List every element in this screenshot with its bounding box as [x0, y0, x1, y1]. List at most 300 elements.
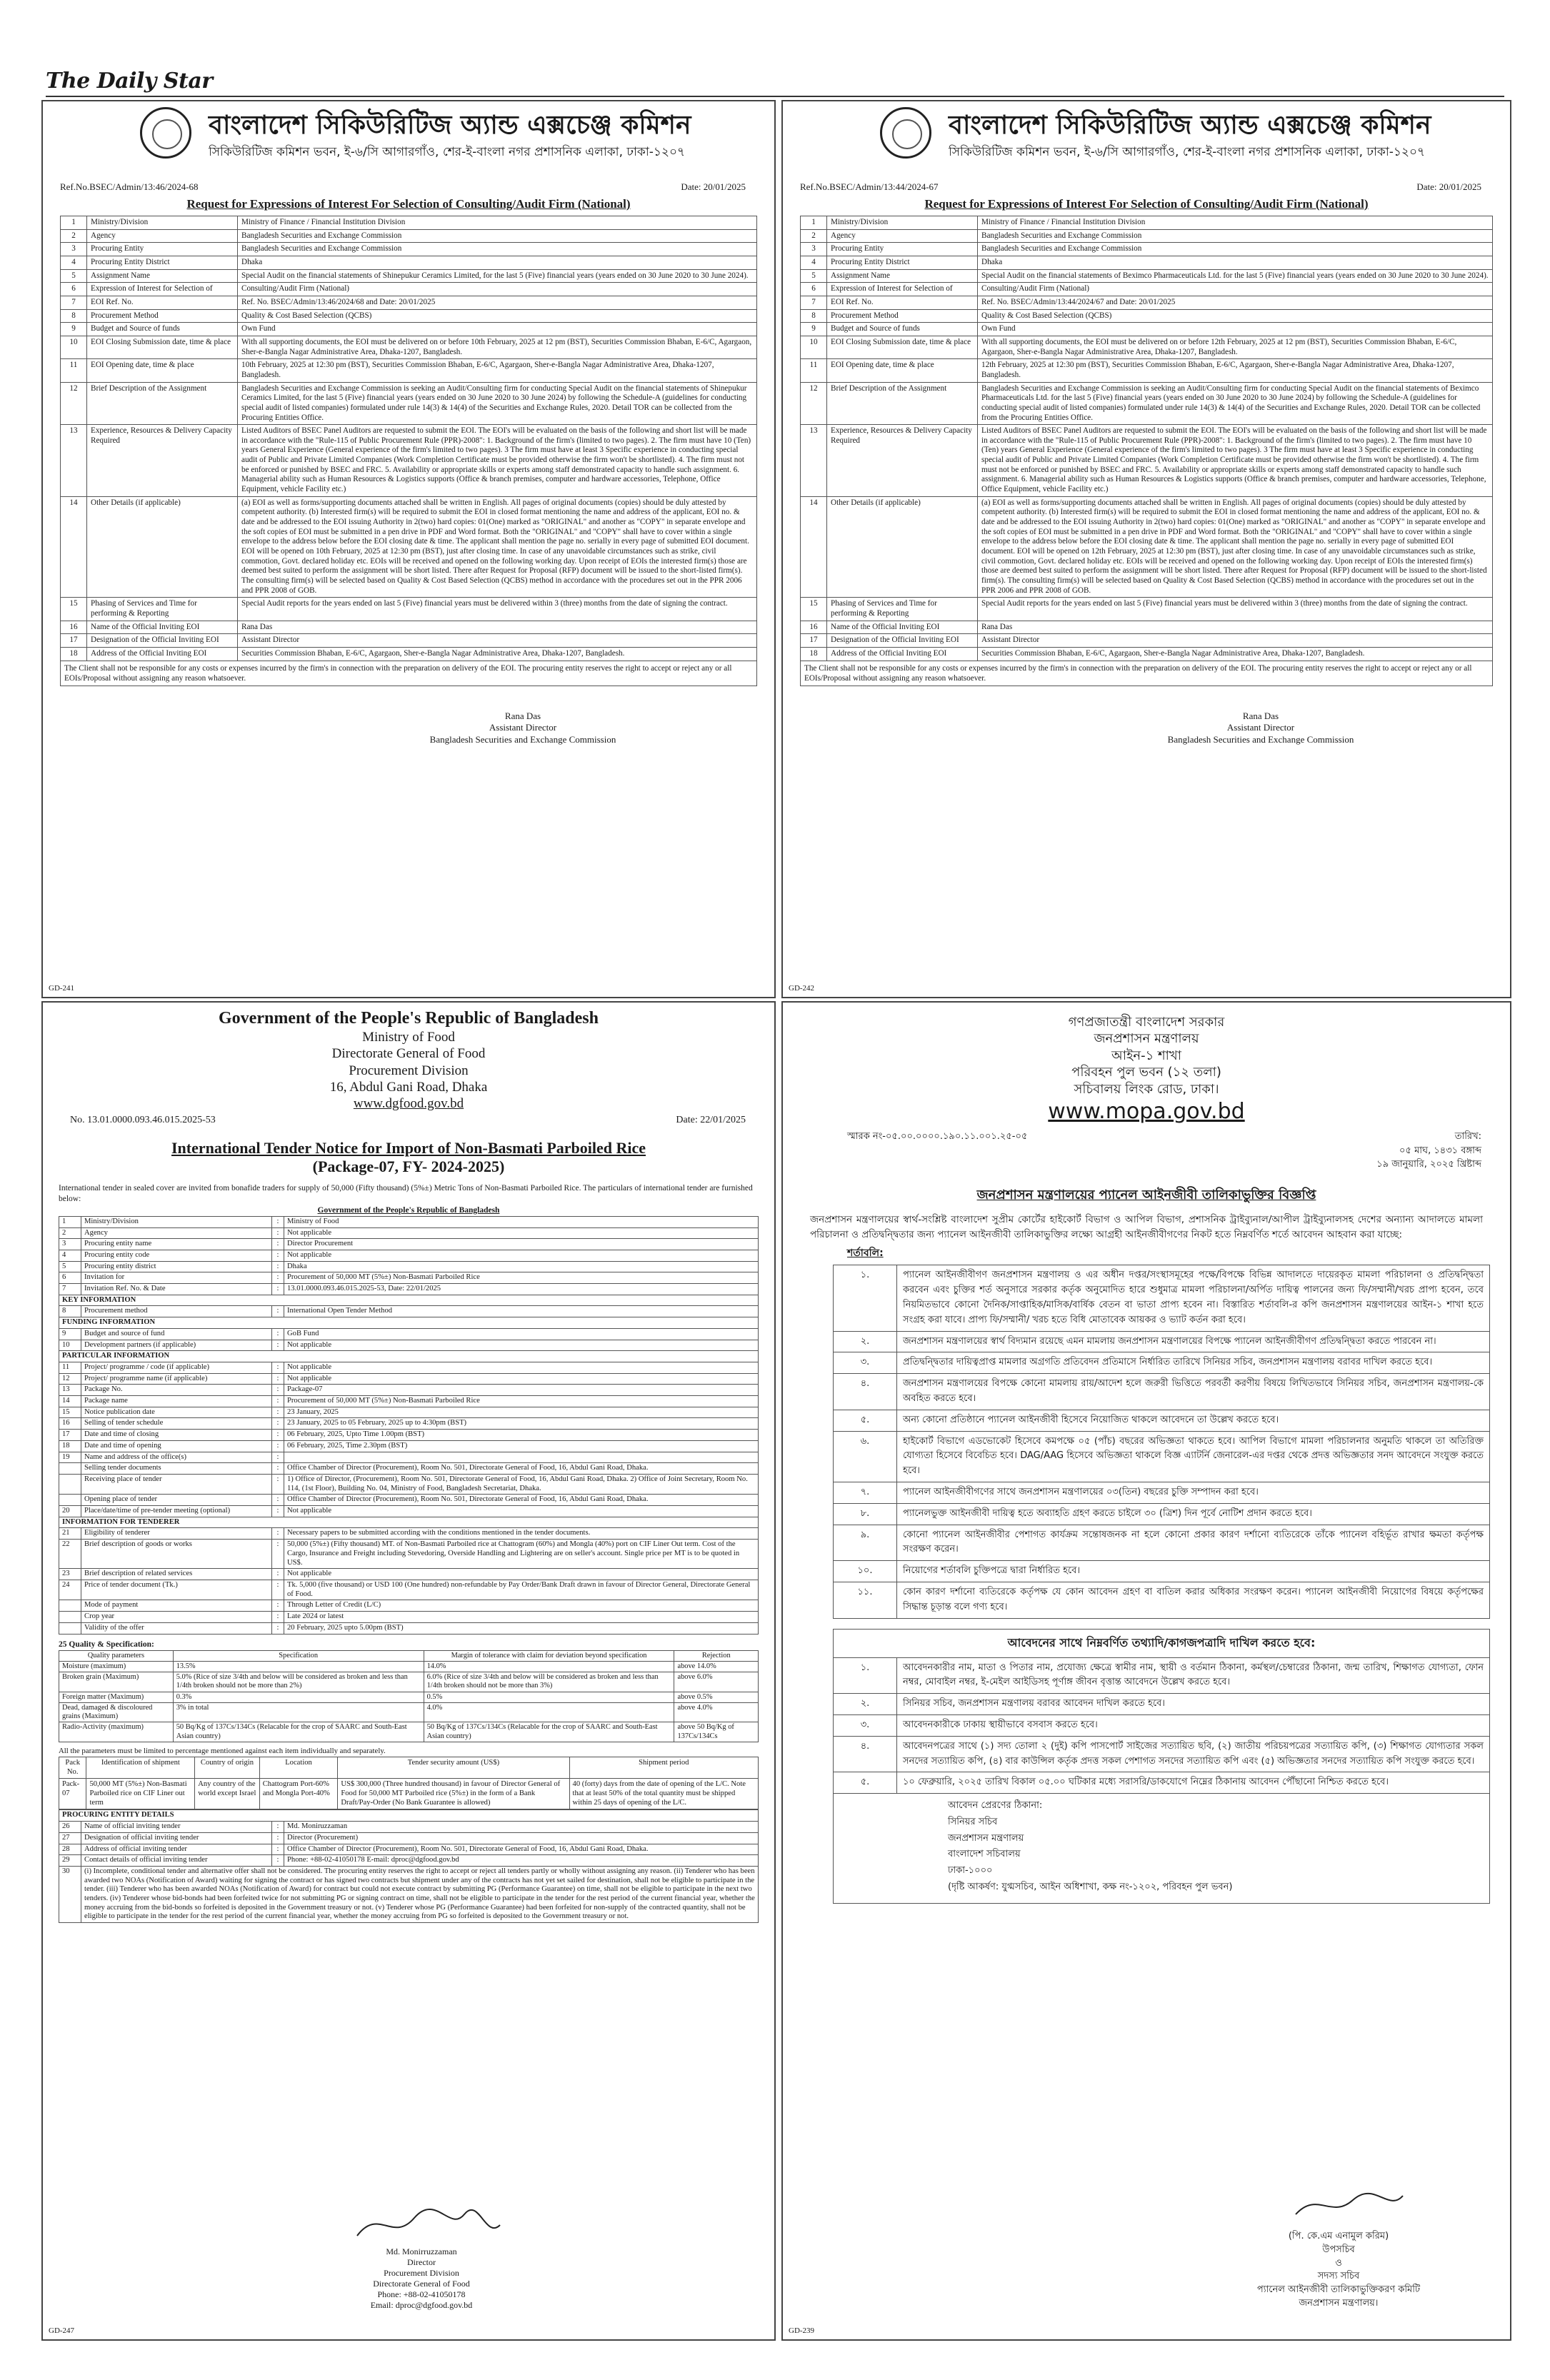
signature-block — [271, 711, 774, 747]
eoi-row-number: 13 — [61, 425, 87, 497]
food-row — [59, 1272, 759, 1284]
food-row — [59, 1580, 759, 1600]
eoi-row-value: Special Audit reports for the years ended on last 5 (Five) financial years must be delivered within 3 (three) months from the date of signing the contract. — [238, 598, 757, 621]
food-row-colon: : — [272, 1440, 284, 1452]
food-row-label: Selling of tender schedule — [81, 1418, 272, 1430]
food-address: 16, Abdul Gani Road, Dhaka — [329, 1079, 488, 1095]
food-row-label: Notice publication date — [81, 1407, 272, 1418]
eoi-row — [61, 309, 757, 323]
eoi-row-value: Bangladesh Securities and Exchange Commission is seeking an Audit/Consulting firm for conducting Special Audit on the financial statements of Shinepukur Ceramics Limited, for the last 5 (Five) financial years (years ended on 30 June 2020 to 30 June 2024) by following the Schedule-A (guidelines for conducting special audit of listed companies) formulated under rule 14(3) & 14(4) of the Securities and Exchange Rules, 2020. Detail TOR can be collected from the Procuring Entities Office. — [238, 382, 757, 425]
mopa-item-number: ১. — [834, 1657, 897, 1694]
eoi-row-number: 13 — [801, 425, 827, 497]
mopa-item-text: কোন কারণ দর্শানো ব্যতিরেকে কর্তৃপক্ষ যে কোন আবেদন গ্রহণ বা বাতিল করার অধিকার সংরক্ষণ করেন। প্যানেল আইনজীবী নিয়োগের বিষয়ে কর্তৃপক্ষের সিদ্ধান্ত চূড়ান্ত বলে গণ্য হবে। — [897, 1582, 1490, 1619]
food-row-number: 3 — [59, 1239, 81, 1250]
food-row-label: Crop year — [81, 1612, 272, 1623]
food-row-value: Dhaka — [284, 1261, 759, 1272]
food-row-colon: : — [272, 1328, 284, 1340]
food-row-colon: : — [272, 1284, 284, 1295]
food-row — [59, 1452, 759, 1463]
pe-row — [59, 1855, 759, 1867]
quality-cell: 5.0% (Rice of size 3/4th and below will be considered as broken and less than 1/4th broken should not be more than 2%) — [173, 1672, 424, 1692]
food-row-value: Office Chamber of Director (Procurement), Room No. 501, Directorate General of Food, 16, Abdul Gani Road, Dhaka. — [284, 1495, 759, 1506]
eoi-row-number: 10 — [61, 336, 87, 358]
food-row-number: 16 — [59, 1418, 81, 1430]
food-row-value: 23 January, 2025 — [284, 1407, 759, 1418]
food-row-value: Late 2024 or latest — [284, 1612, 759, 1623]
food-section-label: INFORMATION FOR TENDERER — [59, 1517, 759, 1528]
pe-row-value: Md. Moniruzzaman — [284, 1822, 759, 1833]
shipment-header: Country of origin — [195, 1757, 260, 1778]
food-row-label: Procuring entity district — [81, 1261, 272, 1272]
mopa-item-text: জনপ্রশাসন মন্ত্রণালয়ের স্বার্থ বিদ্যমান রয়েছে এমন মামলায় জনপ্রশাসন মন্ত্রণালয়ের বিপক্ষে প্যানেল আইনজীবীগণ প্রতিদ্বন্দ্বিতা করতে পারবেন না। — [897, 1331, 1490, 1352]
mopa-conditions-row — [834, 1331, 1490, 1352]
food-row — [59, 1306, 759, 1317]
eoi-row-number: 14 — [801, 496, 827, 598]
food-row-label: Project/ programme / code (if applicable) — [81, 1362, 272, 1373]
eoi-row-value: Listed Auditors of BSEC Panel Auditors are requested to submit the EOI. The EOI's will be evaluated on the basis of the following and short list will be made in accordance with the "Rule-115 of Public Procurement Rule (PPR)-2008": 1. Background of the firm's (limited to two pages). 2. The firm must have 10 (Ten) years General Experience (General experience of the firm's limited to two pages). 3 The firm must have at least 3 Specific experience in conducting special audit of Public and Private Limited Companies (Work Completion Certificate must be provided otherwise the firm won't be shortlisted). 4. The firm must not be enforced or punished by BSEC and FRC. 5. Availability or appropriate skills or experts among staff demonstrated capacity to handle such assignment. 6. Managerial ability such as Human Resources & Logistics supports (Office & branch premises, computer and hardware accessories, Telephone, Office Equipment, vehicle Facility etc.) — [978, 425, 1493, 497]
quality-header: Margin of tolerance with claim for deviation beyond specification — [424, 1650, 674, 1661]
eoi-row-value: Quality & Cost Based Selection (QCBS) — [978, 309, 1493, 323]
eoi-row-label: Expression of Interest for Selection of — [827, 283, 978, 296]
food-row-label: Invitation for — [81, 1272, 272, 1284]
all-params-note: All the parameters must be limited to percentage mentioned against each item individually and separately. — [59, 1746, 386, 1755]
ref-date: Date: 20/01/2025 — [1416, 181, 1481, 192]
eoi-row-value: Ref. No. BSEC/Admin/13:46/2024/68 and Date: 20/01/2025 — [238, 296, 757, 309]
mopa-sign-committee: প্যানেল আইনজীবী তালিকাভুক্তিকরণ কমিটি — [1256, 2284, 1421, 2296]
mopa-branch: আইন-১ শাখা — [1111, 1048, 1181, 1063]
mopa-item-text: সিনিয়র সচিব, জনপ্রশাসন মন্ত্রণালয় বরাবর আবেদন দাখিল করতে হবে। — [897, 1694, 1490, 1715]
eoi-row-number: 5 — [801, 269, 827, 283]
food-row-number — [59, 1474, 81, 1494]
food-row-colon: : — [272, 1600, 284, 1612]
food-row-value: Not applicable — [284, 1227, 759, 1239]
eoi-row-value: With all supporting documents, the EOI must be delivered on or before 10th February, 2025 at 12 pm (BST), Securities Commission Bhaban, E-6/C, Agargaon, Sher-e-Bangla Nagar Administrative Area, Dhaka-1207, Bangladesh. — [238, 336, 757, 358]
eoi-row — [61, 496, 757, 598]
food-row-number — [59, 1612, 81, 1623]
eoi-row-value: Dhaka — [978, 256, 1493, 269]
food-row — [59, 1528, 759, 1540]
food-row-colon: : — [272, 1612, 284, 1623]
mopa-conditions-row — [834, 1561, 1490, 1582]
mopa-dates — [783, 1145, 1510, 1172]
eoi-row-value: Special Audit reports for the years ended on last 5 (Five) financial years must be delivered within 3 (three) months from the date of signing the contract. — [978, 598, 1493, 621]
food-row-colon: : — [272, 1540, 284, 1569]
food-intro: International tender in sealed cover are invited from bonafide traders for supply of 50,000 (Fifty thousand) (5%±) Metric Tons of Non-Basmati Parboiled Rice. The particulars of international tender are furnished below: — [59, 1184, 753, 1204]
signatory-org: Bangladesh Securities and Exchange Commission — [1167, 734, 1354, 745]
food-division: Procurement Division — [349, 1063, 469, 1078]
food-sign-division: Procurement Division — [384, 2268, 459, 2278]
bsec-header — [783, 101, 1510, 181]
eoi-title: Request for Expressions of Interest For Selection of Consulting/Audit Firm (National) — [924, 197, 1369, 211]
eoi-row — [61, 269, 757, 283]
newspaper-masthead: The Daily Star — [46, 69, 213, 94]
mopa-memo: স্মারক নং-০৫.০০.০০০০.১৯০.১১.০০১.২৫-০৫ — [847, 1130, 1028, 1142]
food-row-number: 20 — [59, 1506, 81, 1517]
mopa-conditions-title: শর্তাবলি: — [847, 1247, 884, 1260]
quality-cell: 4.0% — [424, 1702, 674, 1722]
eoi-row — [61, 425, 757, 497]
eoi-row — [801, 229, 1493, 243]
eoi-row-number: 18 — [61, 647, 87, 661]
food-row-number: 21 — [59, 1528, 81, 1540]
food-directorate: Directorate General of Food — [331, 1046, 486, 1062]
food-row — [59, 1284, 759, 1295]
food-tender-table — [59, 1206, 759, 1635]
eoi-row-label: Expression of Interest for Selection of — [87, 283, 238, 296]
bsec-logo-icon — [880, 107, 931, 159]
eoi-row — [801, 256, 1493, 269]
eoi-row-number: 9 — [61, 323, 87, 336]
eoi-row-value: (a) EOI as well as forms/supporting documents attached shall be written in English. All pages of original documents (copies) should be duly attested by competent authority. (b) Interested firm(s) will be required to submit the EOI in closed format mentioning the name and address of the applicant, EOI no. & date and be addressed to the EOI issuing Authority in 2(two) hard copies: 01(One) marked as "ORIGINAL" and another as "COPY" in separate envelope and the soft copies of EOI must be submitted in a pen drive in PDF and Word format. Both the "ORIGINAL" and "COPY" shall have to cover within a single envelope to the address below before the EOI closing date & time. The applicant shall mention the page no. serially in every page of submitted EOI document. EOI will be opened on 12th February, 2025 at 12:30 pm (BST), just after closing time. In case of any unavoidable circumstances such as strike, civil commotion, Govt. declared holiday etc. EOIs will be received and opened on the following working day. Upon receipt of EOIs the interested firm(s) those are deemed best suited to perform the assignment will be short listed. There after Request for Proposal (RFP) document will be issued to the short-listed firm(s). The consulting firm(s) will be selected based on Quality & Cost Based Selection (QCBS) method in accordance with the procedures set out in the PPR 2006 and PPR 2008 of GOB. — [978, 496, 1493, 598]
food-row — [59, 1474, 759, 1494]
mopa-item-number: ২. — [834, 1694, 897, 1715]
mopa-item-text: প্রতিদ্বন্দ্বিতার দায়িত্বপ্রাপ্ত মামলার অগ্রগতি প্রতিবেদন প্রতিমাসে নির্ধারিত তারিখে সিনিয়র সচিব, জনপ্রশাসন মন্ত্রণালয় বরাবর দাখিল করতে হবে। — [897, 1352, 1490, 1374]
eoi-row-label: EOI Ref. No. — [87, 296, 238, 309]
pe-row-colon: : — [272, 1844, 284, 1855]
eoi-row-label: Name of the Official Inviting EOI — [87, 621, 238, 634]
eoi-row — [801, 425, 1493, 497]
eoi-row-value: Ministry of Finance / Financial Institution Division — [978, 216, 1493, 230]
food-row-label: Opening place of tender — [81, 1495, 272, 1506]
eoi-row-label: Procurement Method — [827, 309, 978, 323]
eoi-row-value: 12th February, 2025 at 12:30 pm (BST), Securities Commission Bhaban, E-6/C, Agargaon, Sher-e-Bangla Nagar Administrative Area, Dhaka-1207, Bangladesh. — [978, 359, 1493, 382]
eoi-row — [61, 216, 757, 230]
eoi-row-number: 1 — [61, 216, 87, 230]
food-row-number: 7 — [59, 1284, 81, 1295]
mopa-addr-line: সিনিয়র সচিব — [948, 1816, 998, 1827]
eoi-row-value: Listed Auditors of BSEC Panel Auditors are requested to submit the EOI. The EOI's will be evaluated on the basis of the following and short list will be made in accordance with the "Rule-115 of Public Procurement Rule (PPR)-2008": 1. Background of the firm's (limited to two pages). 2. The firm must have 10 (Ten) years General Experience (General experience of the firm's limited to two pages). 3 The firm must have at least 3 Specific experience in conducting special audit of Public and Private Limited Companies (Work Completion Certificate must be provided otherwise the firm won't be shortlisted). 4. The firm must not be enforced or punished by BSEC and FRC. 5. Availability or appropriate skills or experts among staff demonstrated capacity to handle such assignment. 6. Managerial ability such as Human Resources & Logistics supports (Office & branch premises, computer and hardware accessories, Telephone, Office Equipment, vehicle Facility etc.) — [238, 425, 757, 497]
food-row-colon: : — [272, 1385, 284, 1396]
mopa-building: পরিবহন পুল ভবন (১২ তলা) — [1071, 1065, 1221, 1080]
mopa-sign-and: ও — [1335, 2257, 1342, 2269]
mopa-item-number: ৪. — [834, 1374, 897, 1410]
quality-cell: above 14.0% — [674, 1661, 759, 1672]
signatory-title: Assistant Director — [1226, 722, 1295, 733]
eoi-row-value: Ref. No. BSEC/Admin/13:44/2024/67 and Date: 20/01/2025 — [978, 296, 1493, 309]
eoi-row-number: 1 — [801, 216, 827, 230]
quality-cell: 6.0% (Rice of size 3/4th and below will be considered as broken and less than 1/4th broken should not be more than 3%) — [424, 1672, 674, 1692]
food-table-caption: Government of the People's Republic of Bangladesh — [317, 1206, 500, 1215]
eoi-row-number: 6 — [801, 283, 827, 296]
food-tender-notice — [41, 1001, 776, 2341]
mopa-memo-line — [783, 1125, 1510, 1145]
mopa-conditions-row — [834, 1410, 1490, 1431]
eoi-title: Request for Expressions of Interest For Selection of Consulting/Audit Firm (National) — [186, 197, 631, 211]
food-row-label: Procuring entity code — [81, 1250, 272, 1261]
eoi-row-label: Other Details (if applicable) — [87, 496, 238, 598]
food-row-value: GoB Fund — [284, 1328, 759, 1340]
pe-row-number: 29 — [59, 1855, 81, 1867]
eoi-row — [61, 336, 757, 358]
eoi-row — [801, 296, 1493, 309]
pe-row-label: Address of official inviting tender — [81, 1844, 272, 1855]
bsec-notice-shinepukur — [41, 100, 776, 998]
food-row-value: Not applicable — [284, 1569, 759, 1580]
food-gov: Government of the People's Republic of Bangladesh — [219, 1009, 599, 1028]
shipment-cell: 40 (forty) days from the date of opening of the L/C. Note that at least 50% of the total quantity must be shipped within 25 days of opening of the L/C. — [569, 1779, 758, 1809]
eoi-row-label: Procuring Entity District — [87, 256, 238, 269]
mopa-date-en: ১৯ জানুয়ারি, ২০২৫ খ্রিষ্টাব্দ — [1376, 1158, 1481, 1170]
quality-cell: 0.5% — [424, 1692, 674, 1702]
mopa-item-text: আবেদনপত্রের সাথে (১) সদ্য তোলা ২ (দুই) কপি পাসপোর্ট সাইজের সত্যায়িত ছবি, (২) জাতীয় পরিচয়পত্রের সত্যায়িত কপি, (৩) শিক্ষাগত যোগ্যতার সকল সনদের সত্যায়িত কপি, (৪) বার কাউন্সিল কর্তৃক প্রদত্ত সকল পেশাগত সনদের সত্যায়িত কপি এবং (৫) অভিজ্ঞতার সনদের সত্যায়িত কপি সংযুক্ত করতে হবে। — [897, 1736, 1490, 1772]
pe-title: PROCURING ENTITY DETAILS — [59, 1810, 759, 1822]
mopa-sign-title: উপসচিব — [1322, 2244, 1355, 2255]
quality-cell: 50 Bq/Kg of 137Cs/134Cs (Relacable for the crop of SAARC and South-East Asian country) — [173, 1722, 424, 1742]
food-row-number — [59, 1495, 81, 1506]
food-title: International Tender Notice for Import of Non-Basmati Parboiled Rice — [171, 1139, 646, 1158]
food-sign-name: Md. Monirruzzaman — [386, 2246, 457, 2256]
food-row-colon: : — [272, 1528, 284, 1540]
food-row-label: Eligibility of tenderer — [81, 1528, 272, 1540]
eoi-row-value: Rana Das — [238, 621, 757, 634]
food-section-row — [59, 1295, 759, 1306]
eoi-row-number: 4 — [801, 256, 827, 269]
quality-cell: 14.0% — [424, 1661, 674, 1672]
eoi-row — [61, 621, 757, 634]
food-sign-title: Director — [407, 2257, 436, 2267]
eoi-row — [801, 634, 1493, 648]
mopa-docs-table — [833, 1657, 1490, 1794]
food-row-colon: : — [272, 1495, 284, 1506]
gd-code: GD-239 — [789, 2326, 815, 2335]
food-row — [59, 1440, 759, 1452]
eoi-row-label: Procurement Method — [87, 309, 238, 323]
eoi-row-label: Phasing of Services and Time for performing & Reporting — [827, 598, 978, 621]
mopa-item-text: অন্য কোনো প্রতিষ্ঠানে প্যানেল আইনজীবী হিসেবে নিয়োজিত থাকলে আবেদনে তা উল্লেখ করতে হবে। — [897, 1410, 1490, 1431]
eoi-row-value: With all supporting documents, the EOI must be delivered on or before 12th February, 2025 at 12 pm (BST), Securities Commission Bhaban, E-6/C, Agargaon, Sher-e-Bangla Nagar Administrative Area, Dhaka-1207, Bangladesh. — [978, 336, 1493, 358]
food-row-label: Ministry/Division — [81, 1216, 272, 1227]
food-row-colon: : — [272, 1216, 284, 1227]
food-header — [43, 1003, 774, 1112]
quality-cell: 0.3% — [173, 1692, 424, 1702]
food-ref-number: No. 13.01.0000.093.46.015.2025-53 — [70, 1115, 216, 1126]
eoi-row-number: 7 — [801, 296, 827, 309]
food-row-label: Brief description of related services — [81, 1569, 272, 1580]
eoi-row-value: Dhaka — [238, 256, 757, 269]
mopa-conditions-row — [834, 1352, 1490, 1374]
food-website[interactable]: www.dgfood.gov.bd — [353, 1095, 464, 1111]
eoi-row-label: Brief Description of the Assignment — [87, 382, 238, 425]
food-row-number: 24 — [59, 1580, 81, 1600]
food-row — [59, 1600, 759, 1612]
eoi-row-label: Address of the Official Inviting EOI — [827, 647, 978, 661]
food-row-value: Tk. 5,000 (five thousand) or USD 100 (One hundred) non-refundable by Pay Order/Bank Draft drawn in favour of Director General, Directorate General of Food. — [284, 1580, 759, 1600]
mopa-signature-block — [1210, 2187, 1467, 2311]
eoi-row-number: 3 — [801, 243, 827, 256]
mopa-item-number: ৯. — [834, 1525, 897, 1561]
food-row-colon: : — [272, 1580, 284, 1600]
food-row-number: 17 — [59, 1430, 81, 1441]
food-row-label: Date and time of opening — [81, 1440, 272, 1452]
food-row-value: Package-07 — [284, 1385, 759, 1396]
pe-row-label: Contact details of official inviting tender — [81, 1855, 272, 1867]
eoi-row-label: Procuring Entity District — [827, 256, 978, 269]
signatory-name: Rana Das — [504, 710, 541, 721]
signature-scribble-icon — [1210, 2187, 1467, 2230]
food-row-label: Price of tender document (Tk.) — [81, 1580, 272, 1600]
eoi-row-value: Consulting/Audit Firm (National) — [978, 283, 1493, 296]
bsec-address: সিকিউরিটিজ কমিশন ভবন, ই-৬/সি আগারগাঁও, শের-ই-বাংলা নগর প্রশাসনিক এলাকা, ঢাকা-১২০৭ — [209, 145, 686, 159]
food-sign-phone: Phone: +88-02-41050178 — [377, 2289, 466, 2299]
pe-row-label: Name of official inviting tender — [81, 1822, 272, 1833]
mopa-item-number: ৫. — [834, 1410, 897, 1431]
food-row — [59, 1407, 759, 1418]
quality-row — [59, 1672, 759, 1692]
eoi-row-label: Ministry/Division — [827, 216, 978, 230]
quality-cell: Moisture (maximum) — [59, 1661, 174, 1672]
eoi-row — [61, 229, 757, 243]
food-row — [59, 1540, 759, 1569]
mopa-addr-line: বাংলাদেশ সচিবালয় — [948, 1849, 1021, 1860]
food-section-row — [59, 1351, 759, 1362]
food-row-colon: : — [272, 1362, 284, 1373]
food-signature-block — [314, 2204, 529, 2311]
food-row-value: Not applicable — [284, 1506, 759, 1517]
mopa-item-text: কোনো প্যানেল আইনজীবীর পেশাগত কার্যক্রম সন্তোষজনক না হলে কোনো প্রকার কারণ দর্শানো ব্যতিরেকে তাঁকে প্যানেল বহির্ভূত রাখার ক্ষমতা কর্তৃপক্ষ সংরক্ষণ করেন। — [897, 1525, 1490, 1561]
food-row-label: Invitation Ref. No. & Date — [81, 1284, 272, 1295]
eoi-row-label: Designation of the Official Inviting EOI — [87, 634, 238, 648]
food-row-label: Receiving place of tender — [81, 1474, 272, 1494]
pe-row-number: 28 — [59, 1844, 81, 1855]
pe-row-number: 26 — [59, 1822, 81, 1833]
eoi-row-value: Bangladesh Securities and Exchange Commission is seeking an Audit/Consulting firm for conducting Special Audit on the financial statements of Beximco Pharmaceuticals Ltd. for the last 5 (Five) financial years (years ended on 30 June 2020 to 30 June 2024) by following the Schedule-A (guidelines for conducting special audit of listed companies) formulated under rule 14(3) & 14(4) of the Securities and Exchange Rules, 2020. Detail TOR can be collected from the Procuring Entities Office. — [978, 382, 1493, 425]
eoi-row — [801, 243, 1493, 256]
signatory-title: Assistant Director — [489, 722, 557, 733]
pe-row — [59, 1822, 759, 1833]
food-row — [59, 1250, 759, 1261]
food-row-label: Validity of the offer — [81, 1622, 272, 1634]
eoi-row-label: Budget and Source of funds — [827, 323, 978, 336]
quality-row — [59, 1692, 759, 1702]
eoi-row-label: Address of the Official Inviting EOI — [87, 647, 238, 661]
mopa-website[interactable]: www.mopa.gov.bd — [1048, 1098, 1245, 1124]
food-row-value: Through Letter of Credit (L/C) — [284, 1600, 759, 1612]
eoi-row-value: Own Fund — [238, 323, 757, 336]
mopa-item-text: প্যানেলভুক্ত আইনজীবী দায়িত্ব হতে অব্যাহতি গ্রহণ করতে চাইলে ৩০ (ত্রিশ) দিন পূর্বে নোটিশ প্রদান করতে হবে। — [897, 1503, 1490, 1525]
eoi-row — [61, 243, 757, 256]
eoi-row-value: Rana Das — [978, 621, 1493, 634]
eoi-row — [801, 323, 1493, 336]
food-row-colon: : — [272, 1373, 284, 1385]
food-row-colon: : — [272, 1239, 284, 1250]
eoi-row-number: 15 — [61, 598, 87, 621]
food-row-number: 6 — [59, 1272, 81, 1284]
eoi-row-value: 10th February, 2025 at 12:30 pm (BST), Securities Commission Bhaban, E-6/C, Agargaon, Sher-e-Bangla Nagar Administrative Area, Dhaka-1207, Bangladesh. — [238, 359, 757, 382]
eoi-row-value: (a) EOI as well as forms/supporting documents attached shall be written in English. All pages of original documents (copies) should be duly attested by competent authority. (b) Interested firm(s) will be required to submit the EOI in closed format mentioning the name and address of the applicant, EOI no. & date and be addressed to the EOI issuing Authority in 2(two) hard copies: 01(One) marked as "ORIGINAL" and another as "COPY" in separate envelope and the soft copies of EOI must be submitted in a pen drive in PDF and Word format. Both the "ORIGINAL" and "COPY" shall have to cover within a single envelope to the address below before the EOI closing date & time. The applicant shall mention the page no. serially in every page of submitted EOI document. EOI will be opened on 10th February, 2025 at 12:30 pm (BST), just after closing time. In case of any unavoidable circumstances such as strike, civil commotion, Govt. declared holiday etc. EOIs will be received and opened on the following working day. Upon receipt of EOIs the interested firm(s) those are deemed best suited to perform the assignment will be short listed. There after Request for Proposal (RFP) document will be issued to the short-listed firm(s). The consulting firm(s) will be selected based on Quality & Cost Based Selection (QCBS) method in accordance with the procedures set out in the PPR 2006 and PPR 2008 of GOB. — [238, 496, 757, 598]
shipment-header: Tender security amount (US$) — [338, 1757, 569, 1778]
eoi-row-value: Consulting/Audit Firm (National) — [238, 283, 757, 296]
quality-row — [59, 1722, 759, 1742]
quality-cell: above 4.0% — [674, 1702, 759, 1722]
mopa-date-label: তারিখ: — [1454, 1130, 1481, 1142]
food-row-colon: : — [272, 1396, 284, 1407]
shipment-cell: Any country of the world except Israel — [195, 1779, 260, 1809]
mopa-notice — [781, 1001, 1511, 2341]
food-row-colon: : — [272, 1474, 284, 1494]
food-row-number — [59, 1463, 81, 1475]
pe-row-colon: : — [272, 1832, 284, 1844]
food-row-label: Procurement method — [81, 1306, 272, 1317]
food-row — [59, 1340, 759, 1351]
food-section-label: FUNDING INFORMATION — [59, 1317, 759, 1329]
pe-row-value: Phone: +88-02-41050178 E-mail: dproc@dgfood.gov.bd — [284, 1855, 759, 1867]
food-row — [59, 1495, 759, 1506]
food-row — [59, 1612, 759, 1623]
food-row-number: 11 — [59, 1362, 81, 1373]
food-row-value: 1) Office of Director, (Procurement), Room No. 501, Directorate General of Food, 16, Abdul Gani Road, Dhaka. 2) Office of Joint Secretary, Room No. 114, (1st Floor), Building No. 04, Ministry of Food, Bangladesh Secretariat, Dhaka. — [284, 1474, 759, 1494]
food-row-label: Selling tender documents — [81, 1463, 272, 1475]
eoi-row-value: Securities Commission Bhaban, E-6/C, Agargaon, Sher-e-Bangla Nagar Administrative Area, Dhaka-1207, Bangladesh. — [978, 647, 1493, 661]
eoi-row-value: Assistant Director — [238, 634, 757, 648]
eoi-row-value: Bangladesh Securities and Exchange Commission — [978, 229, 1493, 243]
quality-cell: above 50 Bq/Kg of 137Cs/134Cs — [674, 1722, 759, 1742]
food-row — [59, 1239, 759, 1250]
mopa-conditions-row — [834, 1265, 1490, 1331]
mopa-item-text: নিয়োগের শর্তাবলি চুক্তিপত্রে দ্বারা নির্ধারিত হবে। — [897, 1561, 1490, 1582]
eoi-row-value: Securities Commission Bhaban, E-6/C, Agargaon, Sher-e-Bangla Nagar Administrative Area, Dhaka-1207, Bangladesh. — [238, 647, 757, 661]
eoi-row-number: 12 — [801, 382, 827, 425]
eoi-row — [801, 336, 1493, 358]
mopa-addr-lines — [948, 1814, 1482, 1896]
food-row-number: 18 — [59, 1440, 81, 1452]
eoi-row-label: Designation of the Official Inviting EOI — [827, 634, 978, 648]
eoi-row-number: 7 — [61, 296, 87, 309]
food-row-label: Brief description of goods or works — [81, 1540, 272, 1569]
food-row-colon: : — [272, 1306, 284, 1317]
mopa-docs-row — [834, 1736, 1490, 1772]
mopa-conditions-row — [834, 1525, 1490, 1561]
eoi-row-label: Brief Description of the Assignment — [827, 382, 978, 425]
eoi-row-number: 10 — [801, 336, 827, 358]
food-row-number: 19 — [59, 1452, 81, 1463]
pe-row — [59, 1832, 759, 1844]
food-row-colon: : — [272, 1261, 284, 1272]
food-row — [59, 1396, 759, 1407]
food-row-label: Budget and source of fund — [81, 1328, 272, 1340]
food-row-colon: : — [272, 1250, 284, 1261]
food-row — [59, 1463, 759, 1475]
eoi-row-value: Ministry of Finance / Financial Institution Division — [238, 216, 757, 230]
food-row — [59, 1328, 759, 1340]
mopa-docs-title: আবেদনের সাথে নিম্নবর্ণিত তথ্যাদি/কাগজপত্রাদি দাখিল করতে হবে: — [833, 1629, 1490, 1657]
pe-row-colon: : — [272, 1822, 284, 1833]
eoi-row-number: 6 — [61, 283, 87, 296]
food-row-value: Necessary papers to be submitted according with the conditions mentioned in the tender documents. — [284, 1528, 759, 1540]
eoi-row — [61, 382, 757, 425]
mopa-addr-line: (দৃষ্টি আকর্ষণ: যুগ্মসচিব, আইন অধিশাখা, কক্ষ নং-১২০২, পরিবহন পুল ভবন) — [948, 1881, 1233, 1892]
mopa-sign-ministry: জনপ্রশাসন মন্ত্রণালয়। — [1299, 2298, 1379, 2309]
mopa-address-block — [833, 1794, 1490, 1904]
eoi-row — [61, 647, 757, 661]
food-row-colon: : — [272, 1569, 284, 1580]
bsec-notice-beximco — [781, 100, 1511, 998]
food-section-label: KEY INFORMATION — [59, 1295, 759, 1306]
food-sign-org: Directorate General of Food — [373, 2279, 470, 2289]
mopa-item-number: ২. — [834, 1331, 897, 1352]
mopa-docs-row — [834, 1772, 1490, 1794]
ref-line — [783, 181, 1510, 193]
mopa-title: জনপ্রশাসন মন্ত্রণালয়ের প্যানেল আইনজীবী তালিকাভুক্তির বিজ্ঞপ্তি — [976, 1187, 1316, 1202]
quality-cell: Foreign matter (Maximum) — [59, 1692, 174, 1702]
eoi-table — [60, 216, 757, 661]
food-row — [59, 1506, 759, 1517]
eoi-row — [801, 598, 1493, 621]
eoi-disclaimer: The Client shall not be responsible for any costs or expenses incurred by the firm's in connection with the preparation on delivery of the EOI. The procuring entity reserves the right to accept or reject any or all EOIs/Proposal without assigning any reason whatsoever. — [800, 661, 1493, 686]
eoi-row — [61, 323, 757, 336]
mopa-item-text: হাইকোর্ট বিভাগে এডভোকেট হিসেবে কমপক্ষে ০৫ (পাঁচ) বছরের অভিজ্ঞতা থাকতে হবে। আপিল বিভাগে মামলা পরিচালনার অনুমতি থাকলে তা অতিরিক্ত যোগ্যতা হিসেবে বিবেচিত হবে। DAG/AAG হিসেবে অভিজ্ঞতা থাকলে বিজ্ঞ এ্যাটর্নি জেনারেল-এর দপ্তর থেকে প্রদত্ত অভিজ্ঞতার সনদ আবেদনে সংযুক্ত করতে হবে। — [897, 1431, 1490, 1482]
mopa-intro: জনপ্রশাসন মন্ত্রণালয়ের স্বার্থ-সংশ্লিষ্ট বাংলাদেশ সুপ্রীম কোর্টের হাইকোর্ট বিভাগ ও আপিল বিভাগ, প্রশাসনিক ট্রাইব্যুনাল/আপীল ট্রাইব্যুনালসহ দেশের অন্যান্য আদালতে মামলা পরিচালনা ও প্রতিদ্বন্দ্বিতার জন্য প্যানেল আইনজীবী তালিকাভুক্তির লক্ষ্যে আগ্রহী আইনজীবীগণের নিকট হতে নিম্নবর্ণিত শর্তে আবেদন আহবান করা যাচ্ছে: — [810, 1213, 1483, 1240]
signature-scribble-icon — [314, 2204, 529, 2246]
